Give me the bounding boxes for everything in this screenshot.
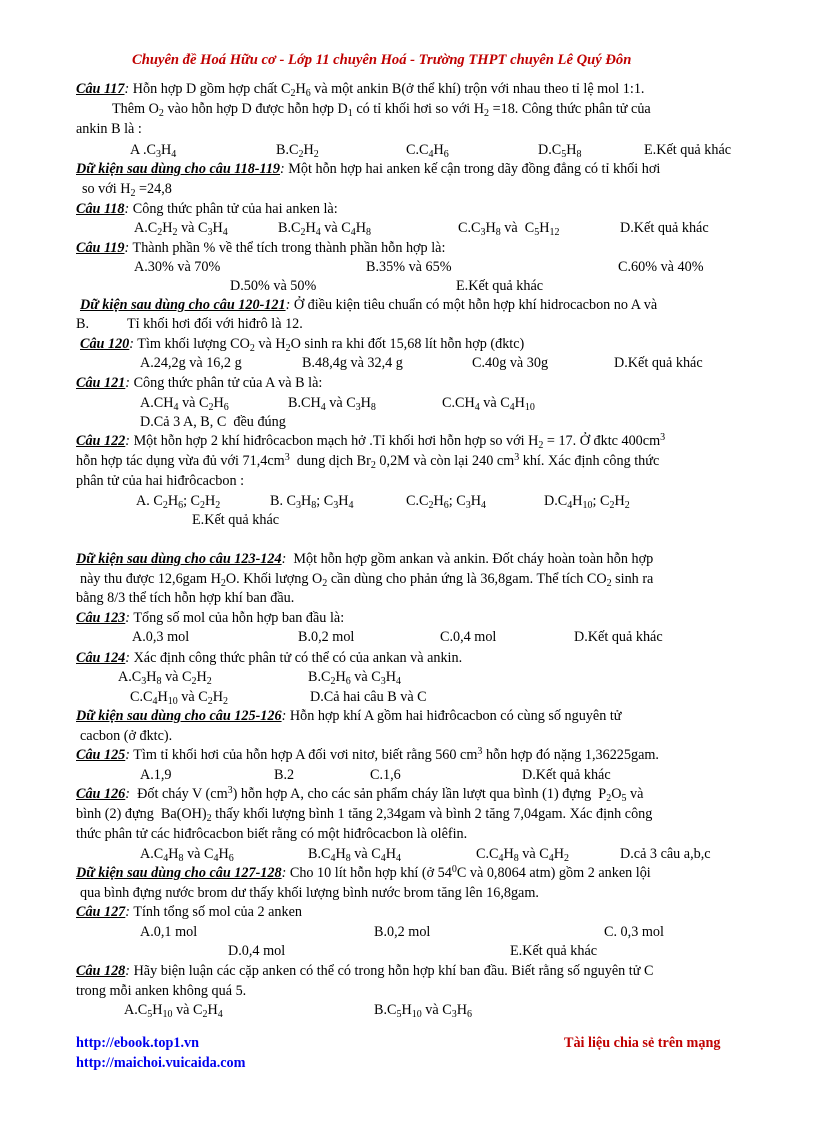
data-125-126-line2: cacbon (ở đktc). [80,728,173,744]
question-118-label: Câu 118 [76,201,125,217]
data-118-119-label: Dữ kiện sau dùng cho câu 118-119 [76,161,281,177]
question-126-line3: thức phân tử các hiđrôcacbon biết rằng có một hiđrôcacbon là olêfin. [76,826,468,842]
data-125-126-label: Dữ kiện sau dùng cho câu 125-126 [76,708,282,724]
data-127-128-line2: qua bình đựng nước brom dư thấy khối lượng bình nước brom tăng lên 16,8gam. [80,885,539,901]
data-125-126-line1: Dữ kiện sau dùng cho câu 125-126: Hỗn hợp khí A gồm hai hiđrôcacbon có cùng số nguyên tử [76,708,622,724]
question-127-text: Tính tổng số mol của 2 anken [133,904,302,920]
page-header-title: Chuyên đề Hoá Hữu cơ - Lớp 11 chuyên Hoá - Trường THPT chuyên Lê Quý Đôn [132,52,632,68]
question-127-label: Câu 127 [76,904,126,920]
question-122-line2: hỗn hợp tác dụng vừa đủ với $71,4cm^3$ dung dịch $Br_2$ 0,2M và còn lại 240 $cm^3$ khí. Xác định công thức [76,452,660,471]
question-123: Câu 123: Tổng số mol của hỗn hợp ban đầu là: [76,610,345,626]
question-118-text: Công thức phân tử của hai anken là: [132,201,338,217]
data-120-121-line1: Dữ kiện sau dùng cho câu 120-121: Ở điều kiện tiêu chuẩn có một hỗn hợp khí hidrocacbon no A và [80,297,658,313]
question-124-text: Xác định công thức phân tử có thể có của ankan và ankin. [133,650,463,666]
data-120-121-line2: B. Tỉ khối hơi đối với hiđrô là 12. [76,316,303,332]
question-123-label: Câu 123 [76,610,126,626]
question-124-label: Câu 124 [76,650,126,666]
question-128-line2: trong mỗi anken không quá 5. [76,983,247,999]
question-121-text: Công thức phân tử của A và B là: [133,375,323,391]
question-119-text: Thành phần % về thể tích trong thành phần hỗn hợp là: [132,240,446,256]
question-126-line2: bình (2) đựng $Ba(OH)_2$ thấy khối lượng bình 1 tăng 2,34gam và bình 2 tăng 7,04gam. Xác định công [76,806,653,824]
question-122-label: Câu 122 [76,433,126,449]
data-120-121-label: Dữ kiện sau dùng cho câu 120-121 [80,297,286,313]
question-121-label: Câu 121 [76,375,126,391]
question-128-label: Câu 128 [76,963,126,979]
question-120: Câu 120: Tìm khối lượng $CO_2$ và $H_2O$ sinh ra khi đốt 15,68 lít hỗn hợp (đktc) [80,336,525,354]
footer-link-maichoi[interactable]: http://maichoi.vuicaida.com [76,1055,246,1071]
question-122-line3: phân tử của hai hiđrôcacbon : [76,473,245,489]
data-123-124-label: Dữ kiện sau dùng cho câu 123-124 [76,551,282,567]
question-120-label: Câu 120 [80,336,130,352]
question-122-options-2: E.Kết quả khác [192,512,280,528]
data-127-128-line1: Dữ kiện sau dùng cho câu 127-128: Cho 10 lít hỗn hợp khí (ở $54^0C$ và 0,8064 atm) gồm 2 anken lội [76,864,651,881]
data-118-119-line1: Dữ kiện sau dùng cho câu 118-119: Một hỗn hợp hai anken kế cận trong dãy đồng đẳng có tỉ khối hơi [76,161,661,177]
question-121-options-2: D.Cả 3 A, B, C đều đúng [140,414,286,430]
question-126-label: Câu 126 [76,786,126,802]
question-117-line3: ankin B là : [76,121,142,137]
question-119-label: Câu 119 [76,240,125,256]
question-128-line1: Câu 128: Hãy biện luận các cặp anken có thể có trong hỗn hợp khí ban đầu. Biết rằng số nguyên tử C [76,963,654,979]
data-127-128-label: Dữ kiện sau dùng cho câu 127-128 [76,865,282,881]
question-117-line1: Câu 117: Hỗn hợp D gồm hợp chất $C_2H_6$ và một ankin B(ở thể khí) trộn với nhau theo tỉ lệ mol 1:1. [76,81,645,99]
data-123-124-line2: này thu được 12,6gam $H_2O$. Khối lượng $O_2$ cần dùng cho phản ứng là 36,8gam. Thể tích $CO_2$ sinh ra [80,571,654,589]
question-125: Câu 125: Tìm tỉ khối hơi của hỗn hợp A đối vơi nitơ, biết rằng 560 $cm^3$ hỗn hợp đó nặng 1,36225gam. [76,746,659,763]
question-121: Câu 121: Công thức phân tử của A và B là: [76,375,323,391]
data-123-124-line1: Dữ kiện sau dùng cho câu 123-124: Một hỗn hợp gồm ankan và ankin. Đốt cháy hoàn toàn hỗn hợp [76,551,654,567]
data-123-124-line3: bằng 8/3 thể tích hỗn hợp khí ban đầu. [76,590,295,606]
question-127: Câu 127: Tính tổng số mol của 2 anken [76,904,302,920]
data-118-119-line2: so với $H_2 =24,8$ [82,181,172,199]
footer-note: Tài liệu chia sẻ trên mạng [564,1035,721,1051]
question-126-line1: Câu 126: Đốt cháy V $(cm^3)$ hỗn hợp A, cho các sản phẩm cháy lần lượt qua bình (1) đựng $P_2O_5$ và [76,785,644,804]
question-125-label: Câu 125 [76,747,126,763]
question-119: Câu 119: Thành phần % về thể tích trong thành phần hỗn hợp là: [76,240,446,256]
question-118: Câu 118: Công thức phân tử của hai anken là: [76,201,338,217]
question-123-text: Tổng số mol của hỗn hợp ban đầu là: [133,610,345,626]
question-122-line1: Câu 122: Một hỗn hợp 2 khí hiđrôcacbon mạch hở .Tỉ khối hơi hỗn hợp so với $H_2 = 17$. Ở đktc $400cm^3$ [76,432,666,451]
footer-link-ebook[interactable]: http://ebook.top1.vn [76,1035,199,1051]
question-117-label: Câu 117 [76,81,125,97]
question-124: Câu 124: Xác định công thức phân tử có thể có của ankan và ankin. [76,650,463,666]
question-117-line2: Thêm $O_2$ vào hỗn hợp D được hỗn hợp $D_1$ có tỉ khối hơi so với $H_2 =18$. Công thức phân tử của [112,101,651,119]
